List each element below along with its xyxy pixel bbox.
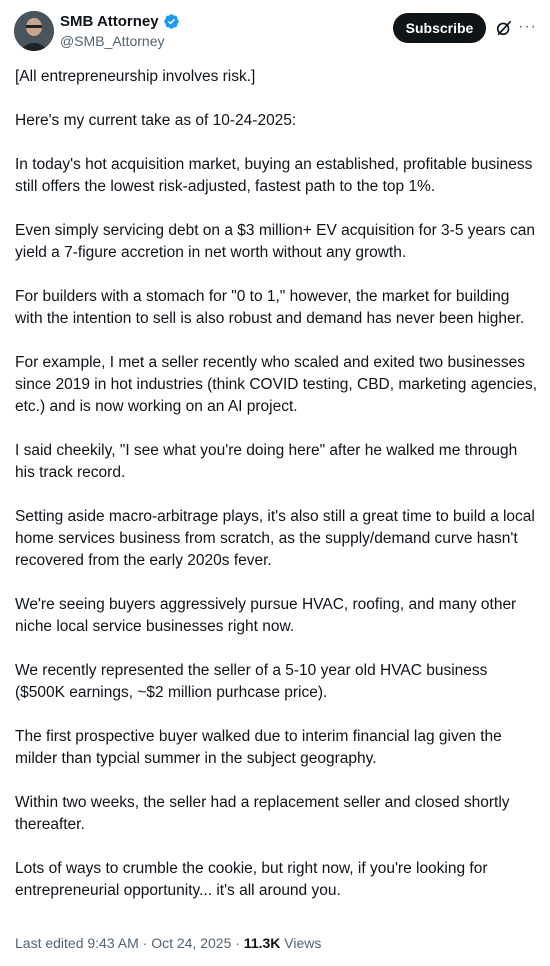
more-options-icon[interactable]: ··· xyxy=(518,18,537,35)
post-paragraph: In today's hot acquisition market, buying an established, profitable business still offers the lowest risk-adjusted, fastest path to the top 1%. xyxy=(15,156,533,195)
edited-timestamp[interactable]: Last edited 9:43 AM · Oct 24, 2025 · xyxy=(15,935,244,951)
post-paragraph: Setting aside macro-arbitrage plays, it's also still a great time to build a local home services business from scratch, as the supply/demand curve hasn't recovered from the early 2020s fever. xyxy=(15,508,535,569)
post-paragraph: [All entrepreneurship involves risk.] xyxy=(15,68,256,85)
author-name-text: SMB Attorney xyxy=(60,13,159,30)
post-paragraph: The first prospective buyer walked due to interim financial lag given the milder than typcial summer in the subject geography. xyxy=(15,728,502,767)
author-name[interactable] xyxy=(60,13,180,30)
post-paragraph: For builders with a stomach for "0 to 1," however, the market for building with the intention to sell is also robust and demand has never been higher. xyxy=(15,288,525,327)
avatar[interactable] xyxy=(14,11,54,51)
subscribe-button[interactable]: Subscribe xyxy=(393,13,486,43)
grok-icon[interactable] xyxy=(494,18,514,38)
post-paragraph: Even simply servicing debt on a $3 million+ EV acquisition for 3-5 years can yield a 7-figure accretion in net worth without any growth. xyxy=(15,222,535,261)
post-paragraph: We recently represented the seller of a 5-10 year old HVAC business ($500K earnings, ~$2 million purhcase price). xyxy=(15,662,488,701)
author-handle[interactable]: @SMB_Attorney xyxy=(60,33,165,49)
post-paragraph: Here's my current take as of 10-24-2025: xyxy=(15,112,297,129)
post-header xyxy=(0,0,550,66)
post-paragraph: I said cheekily, "I see what you're doing here" after he walked me through his track record. xyxy=(15,442,518,481)
post-paragraph: Lots of ways to crumble the cookie, but right now, if you're looking for entrepreneurial opportunity... it's all around you. xyxy=(15,860,488,899)
post-text xyxy=(15,66,540,924)
post-paragraph: For example, I met a seller recently who scaled and exited two businesses since 2019 in hot industries (think COVID testing, CBD, marketing agencies, etc.) and is now working on an AI project. xyxy=(15,354,538,415)
views-count: 11.3K xyxy=(243,935,281,951)
post-paragraph: Within two weeks, the seller had a replacement seller and closed shortly thereafter. xyxy=(15,794,510,833)
post-metadata xyxy=(15,935,321,951)
post-paragraph: We're seeing buyers aggressively pursue HVAC, roofing, and many other niche local service businesses right now. xyxy=(15,596,517,635)
verified-badge-icon xyxy=(163,13,180,30)
views-label: Views xyxy=(280,935,322,951)
